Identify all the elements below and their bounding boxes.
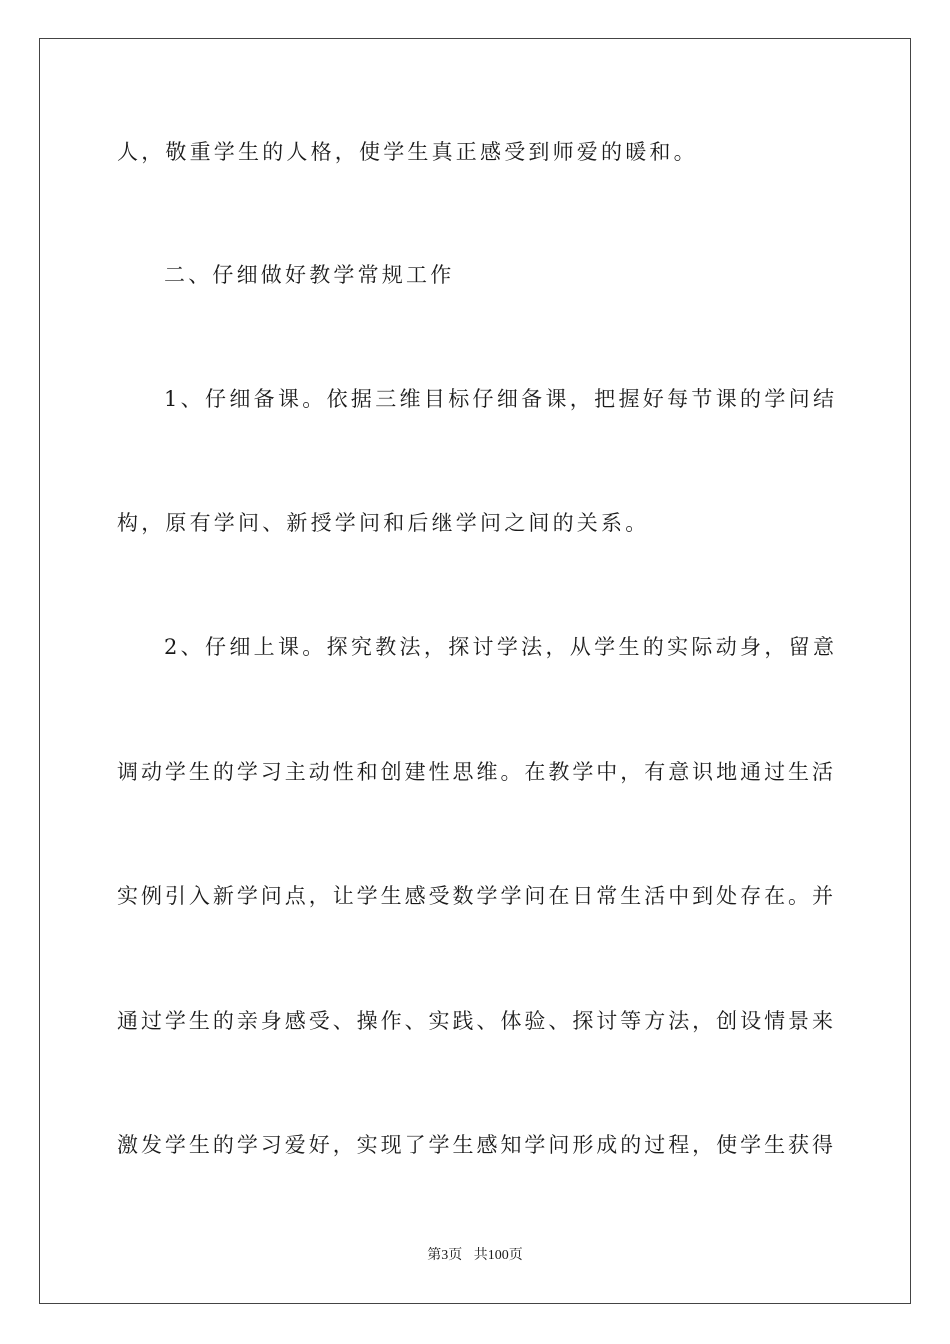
paragraph-line: 调动学生的学习主动性和创建性思维。在教学中，有意识地通过生活	[117, 760, 833, 784]
paragraph-line: 人，敬重学生的人格，使学生真正感受到师爱的暖和。	[117, 140, 698, 164]
paragraph-line: 通过学生的亲身感受、操作、实践、体验、探讨等方法，创设情景来	[117, 1009, 833, 1033]
section-heading: 二、仔细做好教学常规工作	[164, 263, 455, 287]
page-total: 共100页	[473, 1248, 523, 1263]
paragraph-line: 2、仔细上课。探究教法，探讨学法，从学生的实际动身，留意	[164, 635, 834, 659]
paragraph-line: 激发学生的学习爱好，实现了学生感知学问形成的过程，使学生获得	[117, 1133, 833, 1157]
paragraph-line: 构，原有学问、新授学问和后继学问之间的关系。	[117, 511, 650, 535]
page-border	[39, 38, 911, 1304]
paragraph-line: 1、仔细备课。依据三维目标仔细备课，把握好每节课的学问结	[164, 387, 834, 411]
page-footer	[0, 1247, 950, 1265]
page-number: 第3页	[427, 1248, 463, 1263]
paragraph-line: 实例引入新学问点，让学生感受数学学问在日常生活中到处存在。并	[117, 884, 833, 908]
